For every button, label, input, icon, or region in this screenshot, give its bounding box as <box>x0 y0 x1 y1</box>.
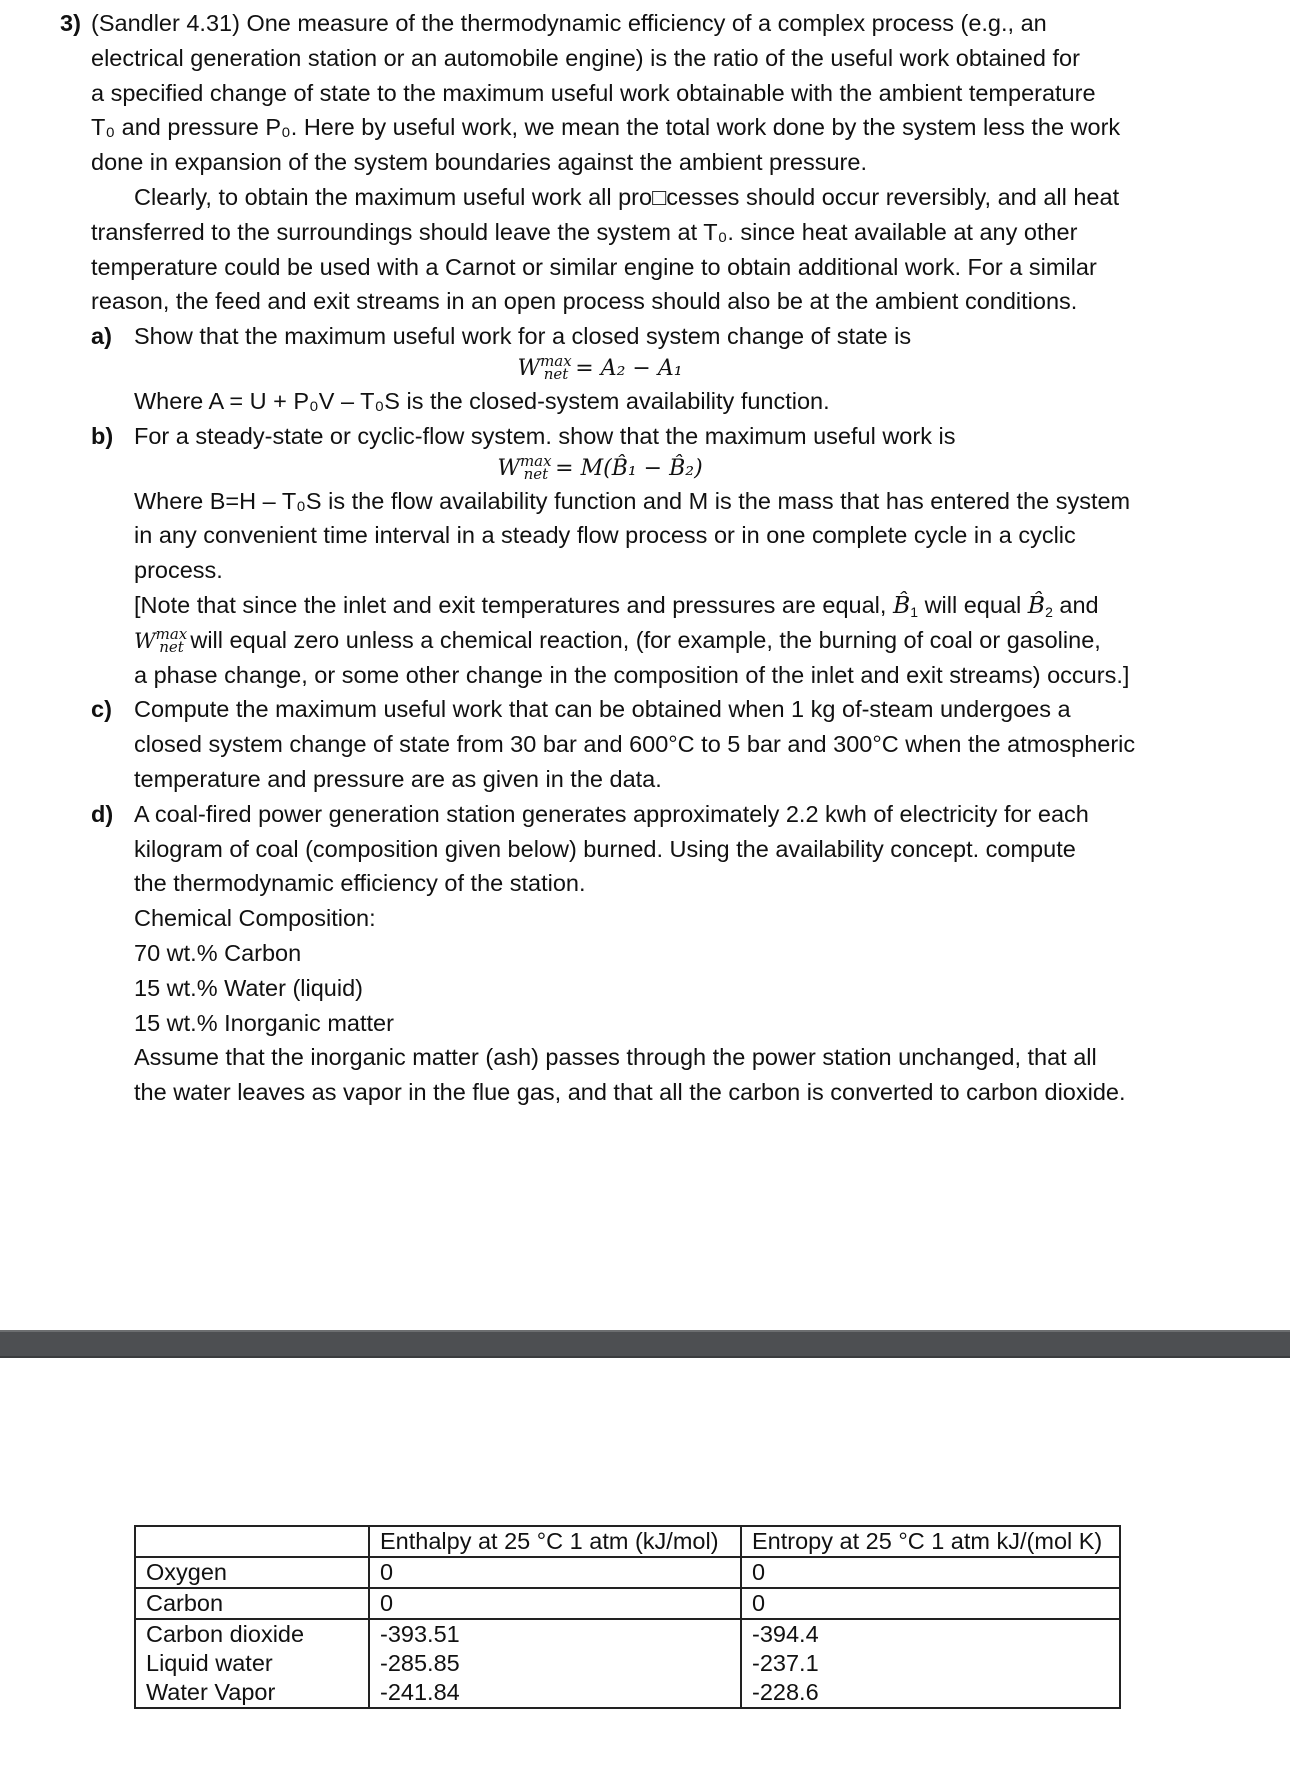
table-cell-entropy: -394.4 <box>741 1619 1120 1649</box>
part-a-label: a) <box>91 323 112 350</box>
assume-line-2: the water leaves as vapor in the flue gas, and that all the carbon is converted to carbon dioxide. <box>134 1079 1126 1106</box>
table-cell-name: Carbon dioxide <box>135 1619 369 1649</box>
part-c-line-2: closed system change of state from 30 bar and 600°C to 5 bar and 300°C when the atmospheric <box>134 731 1136 758</box>
eq-b-w: W <box>497 455 520 481</box>
eq-b-sub: net <box>523 464 549 483</box>
table-cell-enthalpy: -285.85 <box>369 1649 741 1678</box>
composition-title: Chemical Composition: <box>134 905 376 932</box>
table-row <box>135 1557 1120 1588</box>
table-cell-entropy: 0 <box>741 1588 1120 1619</box>
part-b-where-2: in any convenient time interval in a steady flow process or in one complete cycle in a cyclic <box>134 522 1076 549</box>
assume-line-1: Assume that the inorganic matter (ash) passes through the power station unchanged, that all <box>134 1044 1097 1071</box>
table-cell-name: Liquid water <box>135 1649 369 1678</box>
problem-text <box>60 6 1140 1110</box>
part-b-text: For a steady-state or cyclic-flow system. show that the maximum useful work is <box>134 422 956 449</box>
note-w-sub: net <box>159 637 184 656</box>
equation-a <box>60 351 1140 384</box>
note-text-1c: and <box>1059 591 1099 618</box>
eq-a-rhs: = A₂ − A₁ <box>575 355 683 381</box>
part-a-where: Where A = U + P₀V – T₀S is the closed-system availability function. <box>134 387 830 414</box>
part-d-text-1: A coal-fired power generation station generates approximately 2.2 kwh of electricity for each <box>134 800 1089 827</box>
part-d-line-3: the thermodynamic efficiency of the station. <box>134 870 586 897</box>
table-cell-enthalpy: -241.84 <box>369 1678 741 1708</box>
note-text-1a: [Note that since the inlet and exit temperatures and pressures are equal, <box>134 591 887 618</box>
eq-a-w: W <box>517 355 541 381</box>
part-d-label: d) <box>91 800 114 827</box>
table-header-empty <box>135 1526 369 1557</box>
note-w <box>134 624 188 656</box>
note-text-1b: will equal <box>924 591 1022 618</box>
part-b-note-3: a phase change, or some other change in the composition of the inlet and exit streams) occurs.] <box>134 661 1130 688</box>
note-b2: B̂ <box>1027 590 1046 619</box>
table-cell-name: Oxygen <box>135 1557 369 1588</box>
eq-a-sub: net <box>543 364 569 383</box>
intro-line-5: done in expansion of the system boundaries against the ambient pressure. <box>91 149 867 176</box>
equation-b <box>60 451 1140 484</box>
table-row <box>135 1678 1120 1708</box>
part-a-text: Show that the maximum useful work for a closed system change of state is <box>134 323 912 350</box>
part-a-line <box>60 319 1140 354</box>
note-b1-sub: 1 <box>910 603 919 620</box>
eq-b-rhs: = M(B̂₁ − B̂₂) <box>555 455 703 481</box>
para2-line-4: reason, the feed and exit streams in an open process should also be at the ambient conditions. <box>91 288 1078 315</box>
part-c-line-3: temperature and pressure are as given in the data. <box>134 765 662 792</box>
note-b2-sub: 2 <box>1045 603 1053 620</box>
table-cell-enthalpy: -393.51 <box>369 1619 741 1649</box>
part-b-note-2 <box>60 623 1140 658</box>
page-divider <box>0 1330 1290 1358</box>
eq-a-sup: max <box>540 351 572 370</box>
thermo-data-table <box>134 1525 1121 1709</box>
composition-inorganic: 15 wt.% Inorganic matter <box>134 1009 394 1036</box>
table-cell-entropy: -228.6 <box>741 1678 1120 1708</box>
part-d-line-1 <box>60 797 1140 832</box>
note-b1: B̂ <box>892 590 911 619</box>
part-b-where-3: process. <box>134 557 223 584</box>
part-c-label: c) <box>91 696 112 723</box>
intro-line-3: a specified change of state to the maximum useful work obtainable with the ambient temperature <box>91 79 1096 106</box>
part-c-text-1: Compute the maximum useful work that can be obtained when 1 kg of-steam undergoes a <box>134 696 1071 723</box>
eq-b-sup: max <box>519 451 552 470</box>
para2-line-2: transferred to the surroundings should leave the system at T₀. since heat available at any other <box>91 218 1078 245</box>
part-d-line-2: kilogram of coal (composition given below) burned. Using the availability concept. compute <box>134 835 1076 862</box>
part-b-label: b) <box>91 422 114 449</box>
table-row <box>135 1588 1120 1619</box>
note-w-letter: W <box>134 628 156 653</box>
note-text-2: will equal zero unless a chemical reaction, (for example, the burning of coal or gasoline, <box>190 626 1101 653</box>
table-header-entropy: Entropy at 25 °C 1 atm kJ/(mol K) <box>741 1526 1120 1557</box>
table-cell-name: Carbon <box>135 1588 369 1619</box>
table-row <box>135 1619 1120 1649</box>
part-b-note-1 <box>60 588 1140 623</box>
table-cell-entropy: 0 <box>741 1557 1120 1588</box>
part-b-where-1: Where B=H – T₀S is the flow availability function and M is the mass that has entered the system <box>134 487 1131 514</box>
part-b-line <box>60 419 1140 454</box>
table-cell-entropy: -237.1 <box>741 1649 1120 1678</box>
composition-carbon: 70 wt.% Carbon <box>134 939 302 966</box>
note-w-sup: max <box>155 624 188 643</box>
table-cell-enthalpy: 0 <box>369 1557 741 1588</box>
intro-line-4: T₀ and pressure P₀. Here by useful work, we mean the total work done by the system less the work <box>91 114 1121 141</box>
intro-text-1: (Sandler 4.31) One measure of the thermodynamic efficiency of a complex process (e.g., an <box>91 10 1047 36</box>
problem-number: 3) <box>60 10 81 36</box>
intro-line-2: electrical generation station or an automobile engine) is the ratio of the useful work obtained for <box>91 44 1080 71</box>
para2-line-1: Clearly, to obtain the maximum useful work all pro□cesses should occur reversibly, and all heat <box>134 183 1120 210</box>
table-header-enthalpy: Enthalpy at 25 °C 1 atm (kJ/mol) <box>369 1526 741 1557</box>
intro-line-1 <box>60 6 1140 41</box>
para2-line-3: temperature could be used with a Carnot or similar engine to obtain additional work. For a similar <box>91 253 1097 280</box>
table-cell-name: Water Vapor <box>135 1678 369 1708</box>
part-c-line-1 <box>60 692 1140 727</box>
composition-water: 15 wt.% Water (liquid) <box>134 974 363 1001</box>
table-cell-enthalpy: 0 <box>369 1588 741 1619</box>
table-header-row <box>135 1526 1120 1557</box>
table-row <box>135 1649 1120 1678</box>
